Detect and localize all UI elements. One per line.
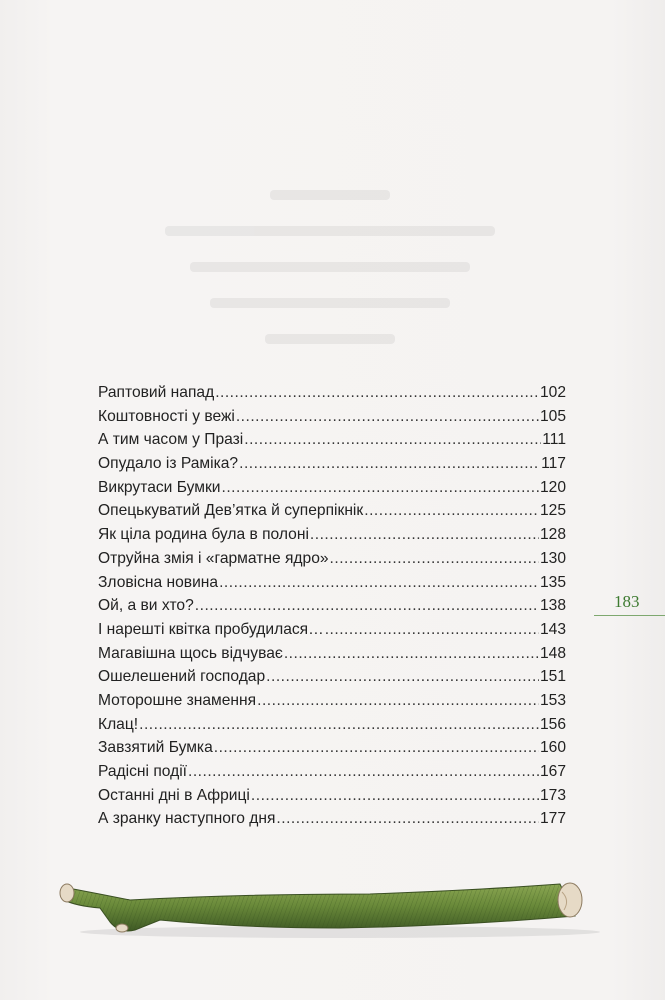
toc-entry-page: 135: [539, 573, 566, 591]
stick-knot: [116, 924, 128, 932]
toc-entry-page: 130: [539, 549, 566, 567]
toc-entry-title: Клац!: [98, 715, 139, 733]
toc-leader-dots: [330, 550, 539, 568]
toc-entry: [98, 431, 566, 455]
toc-entry-page: 128: [539, 526, 566, 544]
toc-entry-title: А тим часом у Празі: [98, 431, 244, 449]
toc-entry-title: Завзятий Бумка: [98, 739, 213, 757]
toc-entry-title: Опудало із Раміка?: [98, 455, 239, 473]
toc-entry-title: Зловісна новина: [98, 573, 219, 591]
toc-entry-title: Магавішна щось відчуває: [98, 644, 283, 662]
toc-entry-title: Коштовності у вежі: [98, 407, 235, 425]
toc-entry-page: 102: [539, 384, 566, 401]
toc-entry-page: 117: [541, 455, 566, 473]
toc-entry-title: А зранку наступного дня: [98, 810, 276, 828]
toc-leader-dots: [310, 526, 539, 544]
bleed-through-text: [150, 190, 510, 350]
toc-entry-title: Опецькуватий Дев’ятка й суперпікнік: [98, 502, 364, 520]
toc-entry-page: 160: [539, 739, 566, 757]
toc-entry-page: 148: [539, 644, 566, 662]
stick-texture: [64, 884, 575, 931]
toc-entry-page: 167: [539, 763, 566, 780]
toc-entry-title: Викрутаси Бумки: [98, 478, 221, 496]
toc-entry-page: 111: [542, 431, 566, 449]
toc-entry: [98, 574, 566, 598]
toc-entry-page: 153: [539, 691, 566, 709]
toc-entry: [98, 479, 566, 503]
toc-entry: [98, 621, 566, 645]
stick-cut-end-left: [60, 884, 74, 902]
toc-entry-page: 143: [539, 620, 566, 638]
toc-leader-dots: [195, 597, 539, 615]
toc-leader-dots: [188, 763, 539, 781]
toc-leader-dots: [214, 739, 539, 757]
toc-entry: [98, 645, 566, 669]
toc-leader-dots: [276, 810, 539, 828]
toc-entry: [98, 526, 566, 550]
toc-entry: [98, 384, 566, 408]
toc-entry-page: 177: [539, 810, 566, 828]
toc-entry-page: 156: [539, 715, 566, 733]
stick-illustration: [40, 872, 610, 952]
toc-entry-page: 105: [539, 407, 566, 425]
toc-entry: [98, 692, 566, 716]
page-number: 183: [614, 592, 640, 611]
toc-leader-dots: [325, 621, 539, 639]
toc-leader-dots: [236, 408, 539, 426]
toc-entry-page: 151: [539, 668, 566, 686]
toc-entry-title: Ой, а ви хто?: [98, 597, 194, 615]
toc-entry-page: 138: [539, 597, 566, 615]
toc-entry: [98, 597, 566, 621]
toc-entry: [98, 550, 566, 574]
toc-leader-dots: [221, 479, 538, 497]
toc-entry-page: 125: [539, 502, 566, 520]
toc-leader-dots: [244, 431, 541, 449]
toc-entry: [98, 408, 566, 432]
toc-entry: [98, 455, 566, 479]
toc-leader-dots: [251, 787, 539, 805]
toc-entry: [98, 668, 566, 692]
toc-entry-title: Моторошне знамення: [98, 691, 257, 709]
toc-entry: [98, 810, 566, 834]
toc-entry: [98, 787, 566, 811]
toc-leader-dots: [239, 455, 540, 473]
stick-cut-end-right: [558, 883, 582, 917]
toc-leader-dots: [139, 716, 539, 734]
page-number-rule: [594, 615, 665, 616]
table-of-contents: [98, 384, 566, 834]
toc-entry-title: Як ціла родина була в полоні: [98, 526, 309, 544]
toc-entry: [98, 739, 566, 763]
toc-leader-dots: [284, 645, 539, 663]
toc-entry-title: Останні дні в Африці: [98, 786, 250, 804]
toc-entry-title: Отруйна змія і «гарматне ядро»: [98, 549, 329, 567]
toc-leader-dots: [215, 384, 539, 402]
toc-leader-dots: [364, 502, 539, 520]
toc-entry-page: 120: [539, 478, 566, 496]
toc-entry-title: Раптовий напад: [98, 384, 215, 401]
toc-entry-title: Радісні події: [98, 763, 187, 780]
toc-entry: [98, 716, 566, 740]
toc-entry: [98, 502, 566, 526]
toc-entry-title: Ошелешений господар: [98, 668, 266, 686]
toc-leader-dots: [257, 692, 539, 710]
toc-leader-dots: [219, 574, 539, 592]
toc-entry-title: І нарешті квітка пробудилася…: [98, 620, 324, 638]
toc-entry: [98, 763, 566, 787]
toc-entry-page: 173: [539, 786, 566, 804]
toc-leader-dots: [266, 668, 539, 686]
